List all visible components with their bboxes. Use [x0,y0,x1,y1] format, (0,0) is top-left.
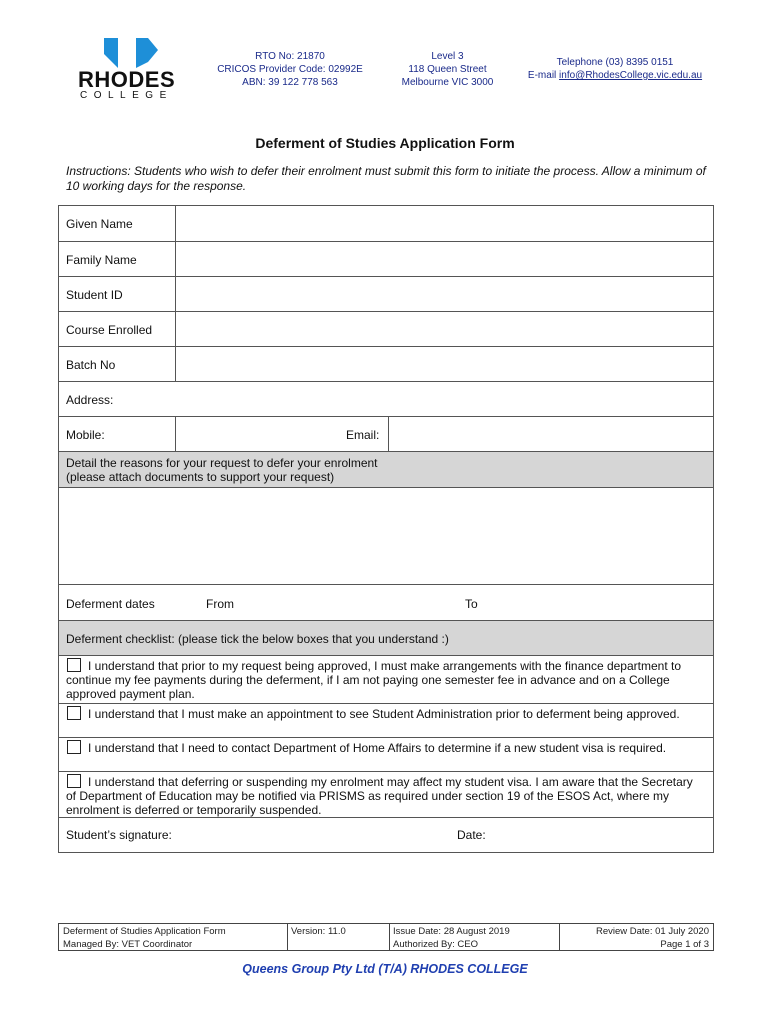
checklist-header [59,621,713,656]
address-row [59,382,713,417]
mobile-email-row [59,417,713,452]
checklist-item-text: I understand that I must make an appointment to see Student Administration prior to deferment being approved. [88,707,680,721]
signature-field[interactable]: Student’s signature: [66,828,172,842]
page-title: Deferment of Studies Application Form [255,135,515,151]
mobile-label: Mobile: [66,428,105,442]
telephone: Telephone (03) 8395 0151 [556,57,674,68]
from-date-field[interactable]: From [206,597,234,611]
course-field[interactable] [175,312,713,346]
course-label: Course Enrolled [66,323,153,337]
header-registration-info [205,50,375,89]
checklist-item-text: I understand that deferring or suspending my enrolment may affect my student visa. I am aware that the Secretary of Department of Education may be notified via PRISMS as required under section 19 of the ESOS Act, where my enrolment is deferred or temporarily suspended. [66,775,693,817]
reasons-header [59,452,713,488]
footer-managed-by: Managed By: VET Coordinator [63,939,193,950]
to-date-field[interactable]: To [465,597,478,611]
address-level: Level 3 [431,51,464,62]
student-id-label: Student ID [66,288,123,302]
checklist-item-text: I understand that I need to contact Department of Home Affairs to determine if a new student visa is required. [88,741,667,755]
footer-doc-name: Deferment of Studies Application Form [63,926,226,937]
abn: ABN: 39 122 778 563 [242,77,338,88]
family-name-row [59,242,713,277]
batch-row [59,347,713,382]
checklist-item [59,738,713,772]
logo-wordmark: RHODES [78,67,176,92]
checklist-item [59,772,713,818]
email-line: E-mail info@RhodesCollege.vic.edu.au [527,70,703,81]
header-address [385,50,510,89]
reasons-title: Detail the reasons for your request to defer your enrolment [66,456,378,470]
email-link[interactable]: info@RhodesCollege.vic.edu.au [559,70,703,81]
batch-label: Batch No [66,358,116,372]
footer-authorized-by: Authorized By: CEO [393,939,479,950]
address-street: 118 Queen Street [408,64,487,75]
address-label: Address: [66,393,114,407]
checklist-item [59,656,713,704]
logo-subtitle: COLLEGE [80,90,173,101]
footer-review-date: Review Date: 01 July 2020 [595,926,709,937]
signature-row [59,818,713,852]
student-id-field[interactable] [175,277,713,311]
logo-mark-icon [78,38,183,68]
address-city: Melbourne VIC 3000 [401,77,494,88]
application-form [58,205,714,853]
course-row [59,312,713,347]
footer-page-number: Page 1 of 3 [660,939,709,950]
reasons-field[interactable] [59,488,713,585]
given-name-field[interactable] [175,206,713,241]
checklist-title: Deferment checklist: (please tick the below boxes that you understand :) [66,632,449,646]
checklist-item [59,704,713,738]
cricos-code: CRICOS Provider Code: 02992E [217,64,363,75]
date-field[interactable]: Date: [457,828,486,842]
given-name-row [59,206,713,242]
given-name-label: Given Name [66,217,133,231]
checklist-item-text: I understand that prior to my request being approved, I must make arrangements with the finance department to continue my fee payments during the deferment, if I am not paying one semester fee in advance and on a College approved payment plan. [66,659,681,701]
deferment-dates-label: Deferment dates [66,597,155,611]
footer-version: Version: 11.0 [291,926,346,937]
rto-number: RTO No: 21870 [255,51,325,62]
company-name: Queens Group Pty Ltd (T/A) RHODES COLLEGE [242,962,528,976]
document-control-table [58,923,714,951]
email-field[interactable] [388,417,713,451]
email-label: Email: [346,428,380,442]
deferment-dates-row [59,585,713,621]
instructions: Instructions: Students who wish to defer their enrolment must submit this form to initiate the process. Allow a minimum of 10 working days for the response. [66,164,706,193]
mobile-field[interactable] [175,417,336,451]
family-name-label: Family Name [66,253,137,267]
footer-issue-date: Issue Date: 28 August 2019 [393,926,510,937]
header-contact [515,56,715,82]
family-name-field[interactable] [175,242,713,276]
batch-field[interactable] [175,347,713,381]
student-id-row [59,277,713,312]
reasons-subtitle: (please attach documents to support your request) [66,470,335,484]
